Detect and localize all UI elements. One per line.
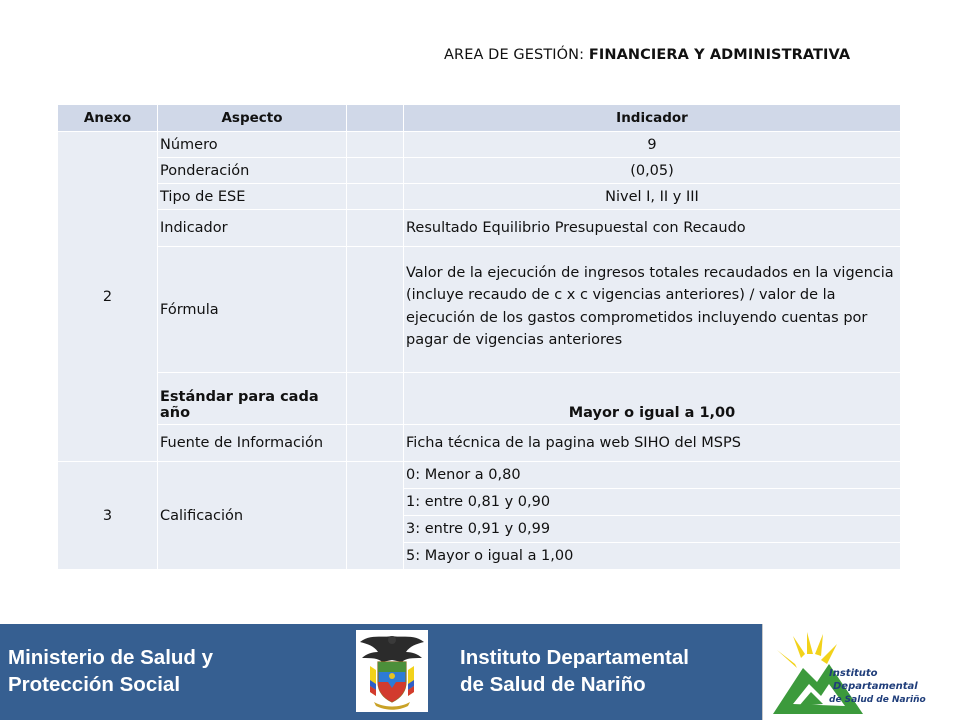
aspecto-cell: Tipo de ESE [158,184,347,210]
table-header-row [58,105,901,132]
value-cell: 9 [404,132,901,158]
area-value: FINANCIERA Y ADMINISTRATIVA [588,47,851,63]
aspecto-cell: Fuente de Información [158,425,347,462]
aspecto-cell: Fórmula [158,247,347,373]
indicator-table [57,104,901,570]
list-item: 5: Mayor o igual a 1,00 [406,548,574,564]
instituto-departamental-salud-narino-logo [762,624,960,720]
aspecto-cell: Ponderación [158,158,347,184]
svg-text:de Salud de Nariño: de Salud de Nariño [829,695,926,705]
table-row [58,184,901,210]
aspecto-cell: Indicador [158,210,347,247]
table-row [58,425,901,462]
table-row [58,158,901,184]
colombia-coat-of-arms-icon [356,630,428,712]
area-title [444,47,904,63]
anexo-cell: 3 [58,462,158,570]
ministry-name: Ministerio de Salud y Protección Social [8,646,214,696]
value-cell: Ficha técnica de la pagina web SIHO del MSPS [404,425,901,462]
value-cell: Mayor o igual a 1,00 [404,373,901,425]
table-row [58,210,901,247]
table-row [58,373,901,425]
header-aspecto: Aspecto [158,105,347,132]
svg-text:Instituto: Instituto [829,668,878,679]
list-item: 3: entre 0,91 y 0,99 [404,516,900,543]
value-cell: Nivel I, II y III [404,184,901,210]
svg-text:Departamental: Departamental [833,681,918,692]
table-row [58,462,901,570]
area-label: AREA DE GESTIÓN: [444,47,585,63]
anexo-cell: 2 [58,132,158,462]
table-row [58,247,901,373]
list-item: 1: entre 0,81 y 0,90 [404,489,900,516]
header-spacer [347,105,404,132]
value-cell: Resultado Equilibrio Presupuestal con Recaudo [404,210,901,247]
aspecto-cell: Calificación [158,462,347,570]
footer [0,624,960,720]
formula-cell: Valor de la ejecución de ingresos totales recaudados en la vigencia (incluye recaudo de c x c vigencias anteriores) / valor de la ejecución de los gastos comprometidos incluyendo cuentas por pagar de vigencias anteriores [404,247,901,373]
institute-name: Instituto Departamental de Salud de Nariño [460,646,689,696]
list-item: 0: Menor a 0,80 [404,462,900,489]
aspecto-cell: Número [158,132,347,158]
aspecto-cell: Estándar para cada año [158,373,347,425]
header-indicador: Indicador [404,105,901,132]
score-list [404,462,900,569]
value-cell: (0,05) [404,158,901,184]
header-anexo: Anexo [58,105,158,132]
table-row [58,132,901,158]
